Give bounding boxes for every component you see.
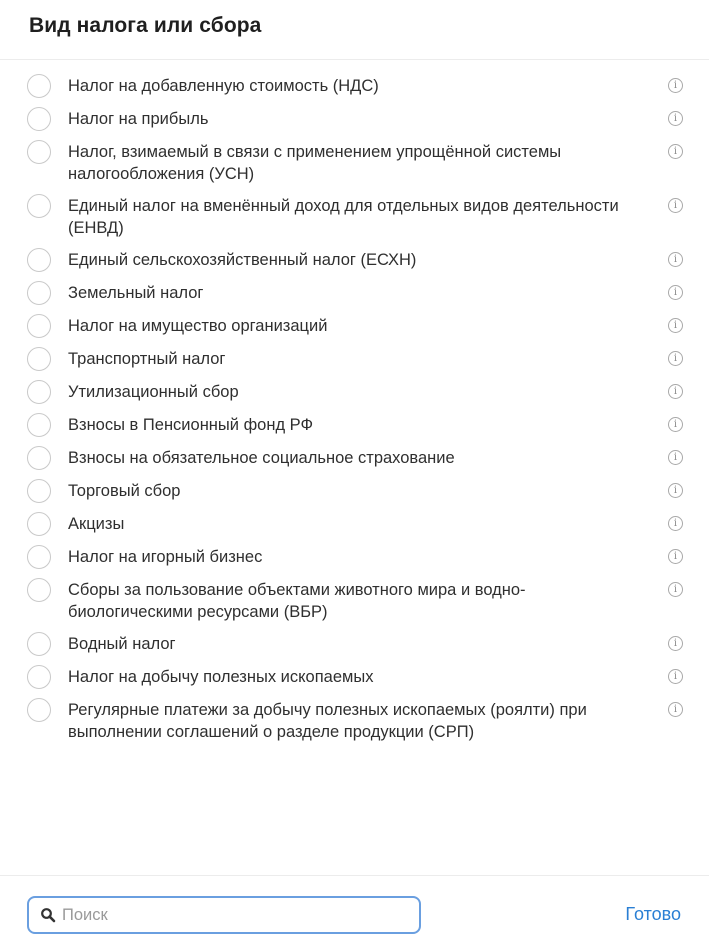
tax-option-label: Налог на добавленную стоимость (НДС) xyxy=(68,77,379,95)
tax-option-label: Водный налог xyxy=(68,635,176,653)
tax-option[interactable] xyxy=(0,479,709,503)
tax-option[interactable] xyxy=(0,74,709,98)
tax-option[interactable] xyxy=(0,140,709,185)
info-icon[interactable]: i xyxy=(668,450,683,465)
tax-option-label: Торговый сбор xyxy=(68,482,181,500)
tax-option[interactable] xyxy=(0,107,709,131)
tax-option[interactable] xyxy=(0,698,709,743)
radio-button[interactable] xyxy=(27,248,51,272)
info-icon[interactable]: i xyxy=(668,582,683,597)
info-icon[interactable]: i xyxy=(668,78,683,93)
radio-button[interactable] xyxy=(27,479,51,503)
radio-button[interactable] xyxy=(27,413,51,437)
info-icon[interactable]: i xyxy=(668,285,683,300)
search-icon xyxy=(40,907,56,923)
tax-option[interactable] xyxy=(0,380,709,404)
radio-button[interactable] xyxy=(27,545,51,569)
search-input[interactable] xyxy=(62,906,362,925)
info-icon[interactable]: i xyxy=(668,636,683,651)
radio-button[interactable] xyxy=(27,446,51,470)
tax-option-label: Налог на имущество организаций xyxy=(68,317,328,335)
tax-option-label: Налог на добычу полезных ископаемых xyxy=(68,668,374,686)
tax-option[interactable] xyxy=(0,632,709,656)
tax-option[interactable] xyxy=(0,347,709,371)
radio-button[interactable] xyxy=(27,665,51,689)
tax-option-label: Утилизационный сбор xyxy=(68,383,239,401)
tax-option[interactable] xyxy=(0,194,709,239)
tax-option-label: Сборы за пользование объектами животного мира и водно-биологическими ресурсами (ВБР) xyxy=(68,581,526,621)
info-icon[interactable]: i xyxy=(668,252,683,267)
tax-option[interactable] xyxy=(0,512,709,536)
radio-button[interactable] xyxy=(27,107,51,131)
tax-option[interactable] xyxy=(0,578,709,623)
tax-option-label: Взносы на обязательное социальное страхование xyxy=(68,449,455,467)
radio-button[interactable] xyxy=(27,347,51,371)
info-icon[interactable]: i xyxy=(668,417,683,432)
tax-option[interactable] xyxy=(0,545,709,569)
info-icon[interactable]: i xyxy=(668,669,683,684)
info-icon[interactable]: i xyxy=(668,198,683,213)
tax-option[interactable] xyxy=(0,413,709,437)
tax-option-label: Единый сельскохозяйственный налог (ЕСХН) xyxy=(68,251,417,269)
info-icon[interactable]: i xyxy=(668,111,683,126)
tax-type-list xyxy=(0,74,709,752)
tax-option-label: Налог на прибыль xyxy=(68,110,209,128)
tax-option-label: Единый налог на вменённый доход для отдельных видов деятельности (ЕНВД) xyxy=(68,197,619,237)
tax-option[interactable] xyxy=(0,248,709,272)
info-icon[interactable]: i xyxy=(668,144,683,159)
radio-button[interactable] xyxy=(27,281,51,305)
info-icon[interactable]: i xyxy=(668,483,683,498)
tax-option-label: Налог на игорный бизнес xyxy=(68,548,263,566)
radio-button[interactable] xyxy=(27,380,51,404)
radio-button[interactable] xyxy=(27,194,51,218)
info-icon[interactable]: i xyxy=(668,384,683,399)
tax-option-label: Транспортный налог xyxy=(68,350,226,368)
search-box[interactable] xyxy=(27,896,421,934)
info-icon[interactable]: i xyxy=(668,351,683,366)
tax-option-label: Акцизы xyxy=(68,515,125,533)
info-icon[interactable]: i xyxy=(668,516,683,531)
page-title: Вид налога или сбора xyxy=(29,14,262,37)
tax-option-label: Регулярные платежи за добычу полезных ископаемых (роялти) при выполнении соглашений о разделе продукции (СРП) xyxy=(68,701,587,741)
tax-option[interactable] xyxy=(0,446,709,470)
info-icon[interactable]: i xyxy=(668,702,683,717)
done-button[interactable]: Готово xyxy=(625,904,681,924)
radio-button[interactable] xyxy=(27,74,51,98)
radio-button[interactable] xyxy=(27,698,51,722)
tax-option[interactable] xyxy=(0,314,709,338)
info-icon[interactable]: i xyxy=(668,549,683,564)
tax-option-label: Земельный налог xyxy=(68,284,204,302)
radio-button[interactable] xyxy=(27,632,51,656)
tax-option-label: Налог, взимаемый в связи с применением упрощённой системы налогообложения (УСН) xyxy=(68,143,562,183)
info-icon[interactable]: i xyxy=(668,318,683,333)
tax-option[interactable] xyxy=(0,281,709,305)
radio-button[interactable] xyxy=(27,578,51,602)
radio-button[interactable] xyxy=(27,140,51,164)
dialog-footer xyxy=(0,875,709,950)
dialog-header xyxy=(0,0,709,60)
radio-button[interactable] xyxy=(27,512,51,536)
radio-button[interactable] xyxy=(27,314,51,338)
tax-option[interactable] xyxy=(0,665,709,689)
tax-option-label: Взносы в Пенсионный фонд РФ xyxy=(68,416,314,434)
